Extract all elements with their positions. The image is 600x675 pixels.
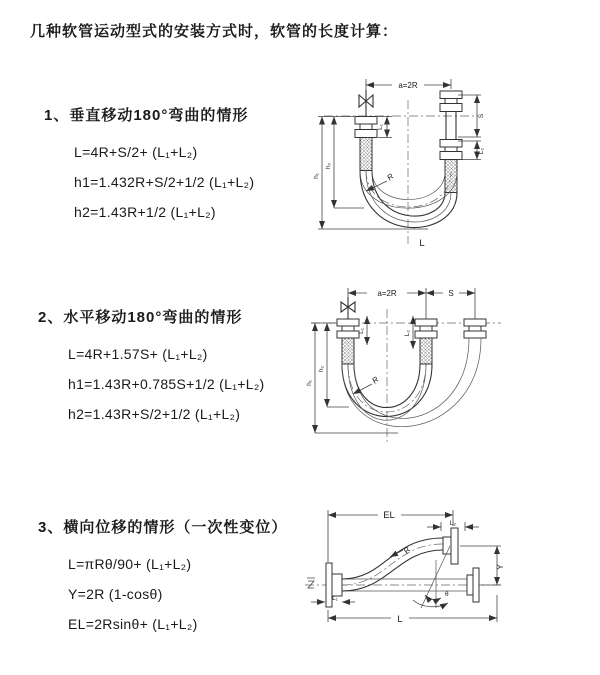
diagram-horizontal-move-180-bend <box>303 283 528 458</box>
right-flange-lower <box>440 140 462 193</box>
dim-label-h2: h₂ <box>325 162 332 170</box>
dim-label-l2: L₂ <box>404 329 411 337</box>
dim-label-h1: h₁ <box>306 380 313 386</box>
dim-label-l2: L₂ <box>478 147 485 155</box>
s-curve-hose <box>342 538 443 591</box>
formula-line: L=4R+1.57S+ (L₁+L₂) <box>68 346 208 362</box>
dim-label-l1: L₁ <box>377 124 384 130</box>
dim-label-l1: L₁ <box>332 595 338 602</box>
section-lateral-displacement <box>38 516 287 639</box>
dim-label-r: R <box>370 374 381 386</box>
span-dimension <box>348 288 475 319</box>
formula-line: h1=1.43R+0.785S+1/2 (L₁+L₂) <box>68 376 265 392</box>
section-heading: 3、横向位移的情形（一次性变位） <box>38 519 288 536</box>
formula-line: L=πRθ/90+ (L₁+L₂) <box>68 556 192 572</box>
right-flange-shifted <box>464 319 486 338</box>
formula-line: h2=1.43R+1/2 (L₁+L₂) <box>74 204 216 220</box>
dim-label-l1: L₁ <box>358 328 365 334</box>
dim-label-el: EL <box>383 510 395 521</box>
dim-label-h1: h₁ <box>313 173 320 179</box>
braided-hose-section <box>420 338 432 364</box>
diagram-lateral-displacement <box>293 500 593 648</box>
span-dimension <box>366 79 451 90</box>
section-horizontal-move <box>38 306 265 429</box>
hose-arcs <box>360 171 457 228</box>
left-flange <box>355 117 377 171</box>
middle-flange <box>415 319 437 364</box>
l1-dimension <box>311 595 355 602</box>
formula-list <box>68 549 287 639</box>
section-heading: 2、水平移动180°弯曲的情形 <box>38 309 243 326</box>
formula-list <box>74 137 254 227</box>
dim-label-r: R <box>401 545 413 556</box>
el-dimension <box>328 510 453 562</box>
formula-line: L=4R+S/2+ (L₁+L₂) <box>74 144 198 160</box>
section-heading: 1、垂直移动180°弯曲的情形 <box>44 107 249 124</box>
formula-line: Y=2R (1-cosθ) <box>68 586 163 602</box>
formula-line: EL=2Rsinθ+ (L₁+L₂) <box>68 616 198 632</box>
formula-line: h1=1.432R+S/2+1/2 (L₁+L₂) <box>74 174 255 190</box>
section-vertical-move <box>44 104 254 227</box>
l-dimension <box>328 595 497 625</box>
upper-flange-displaced <box>443 528 458 564</box>
dim-label-r: R <box>385 171 396 183</box>
right-flange-original <box>467 568 479 602</box>
dim-label-l2: L₂ <box>449 520 457 527</box>
left-flange <box>337 319 359 364</box>
braided-hose-section <box>342 338 354 364</box>
diagram-vertical-move-180-bend <box>308 74 538 254</box>
dim-label-s: S <box>478 113 485 119</box>
formula-list <box>68 339 265 429</box>
dim-label-y: Y <box>496 564 505 570</box>
theta-construction <box>413 546 450 608</box>
l1-dimension <box>358 316 413 349</box>
right-flange-upper <box>440 91 462 140</box>
dim-label-h2: h₂ <box>318 365 325 373</box>
radius-callout <box>390 545 413 557</box>
dim-label-s: S <box>448 289 454 298</box>
l1-dimension <box>377 117 392 138</box>
dim-label-span: a=2R <box>398 81 418 90</box>
valve-icon <box>359 90 373 116</box>
braided-hose-section <box>360 138 372 171</box>
formula-line: h2=1.43R+S/2+1/2 (L₁+L₂) <box>68 406 241 422</box>
page-title: 几种软管运动型式的安装方式时，软管的长度计算： <box>30 23 399 40</box>
hose-arcs <box>342 338 481 427</box>
dim-label-theta: θ <box>445 591 449 598</box>
valve-icon <box>341 297 355 319</box>
dim-label-length: L <box>397 614 403 625</box>
dim-label-length: L <box>419 238 425 249</box>
axis-break-mark <box>307 578 315 588</box>
dim-label-span: a=2R <box>377 289 397 298</box>
